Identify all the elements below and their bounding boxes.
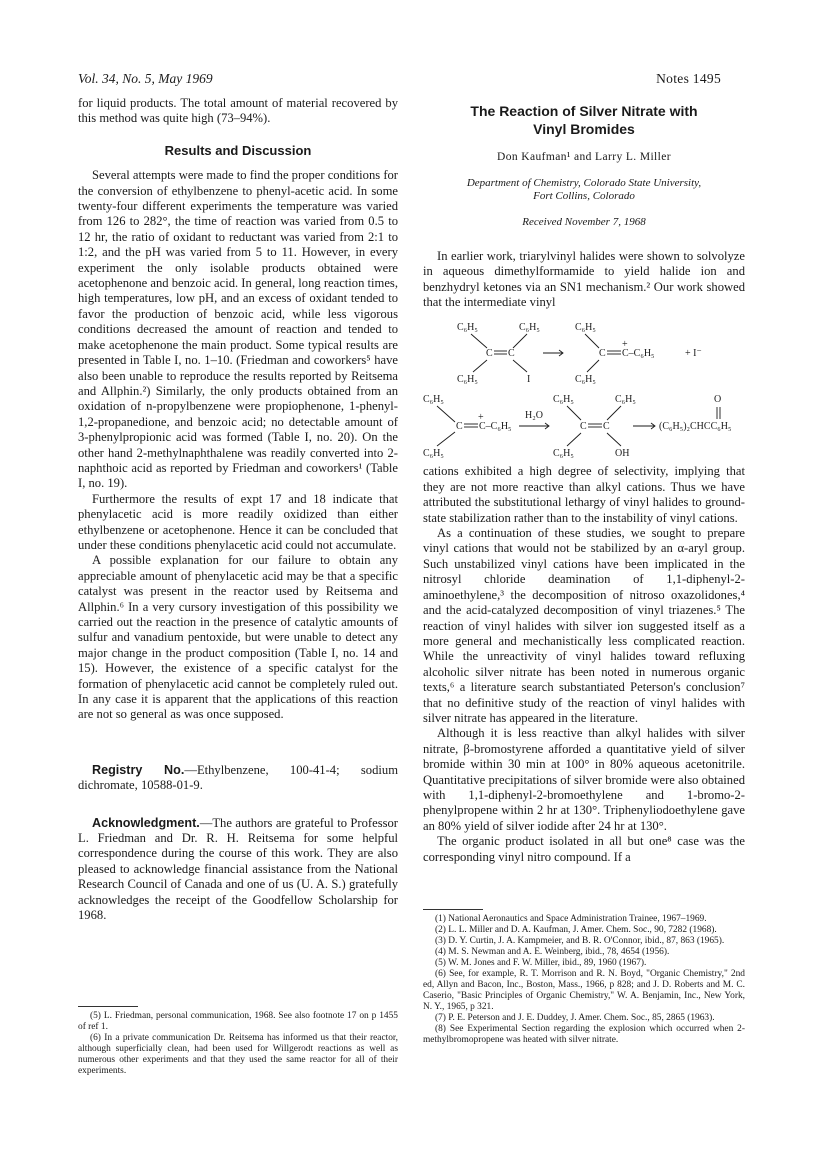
scheme-label: C <box>486 348 493 360</box>
scheme-label: + <box>622 339 628 351</box>
acknowledgment-text: —The authors are grateful to Professor L. Friedman and Dr. R. H. Reitsema for some helpful correspondence during the course of this work. They are also pleased to acknowledge financial assistance from the National Research Council of Canada and one of us (U. A. S.) gratefully acknowledges the receipt of the Goodfellow Scholarship for 1968. <box>78 815 398 923</box>
footnote: (2) L. L. Miller and D. A. Kaufman, J. Amer. Chem. Soc., 90, 7282 (1968). <box>435 925 717 935</box>
article-paragraph-1: In earlier work, triarylvinyl halides were shown to solvolyze in aqueous dimethylformamide to yield halide ion and benzhydryl ketones via an SN1 mechanism.² Our work showed that the intermediate vinyl <box>423 248 745 310</box>
acknowledgment-label: Acknowledgment. <box>92 815 200 830</box>
running-header-journal: Vol. 34, No. 5, May 1969 <box>78 71 213 86</box>
scheme-label: C <box>508 348 515 360</box>
footnote: (1) National Aeronautics and Space Administration Trainee, 1967–1969. <box>435 914 707 924</box>
running-header-page: Notes 1495 <box>656 71 721 86</box>
footnote: (8) See Experimental Section regarding the explosion which occurred when 2-methylbromopropene was heated with silver nitrate. <box>423 1024 745 1045</box>
footnote-rule <box>423 909 483 910</box>
scheme-label: C–C₆H₅ <box>622 348 655 360</box>
left-footnotes <box>78 998 398 1077</box>
results-paragraph-1: Several attempts were made to find the proper conditions for the conversion of ethylbenzene to phenyl-acetic acid. In some twenty-four different experiments the temperature was varied from 126 to 282°, the time of reaction was varied from 0.5 to 12 hr, the ratio of oxidant to reductant was varied from 2:1 to 1:2, and the pH was varied from 5 to 11. However, in every experiment the only isolable products obtained were acetophenone and benzoic acid. In general, long reaction times, high temperatures, low pH, and an excess of oxidant tended to favor the production of benzoic acid, while less vigorous conditions decreased the amount of reaction and tended to make acetophenone the main product. Some typical results are presented in Table I, no. 1–10. (Friedman and coworkers⁵ have also been unable to reproduce the results reported by Reitsema and Allphin.²) Similarly, the only products obtained from an oxidation of n-propylbenzene were propiophenone, 1-phenyl-1,2-propanedione, and benzoic acid; no detectable amount of 3-phenylpropionic acid was formed (Table I, no. 20). On the other hand 2-methylnaphthalene was readily converted into 2-naphthoic acid as reported by Friedman and coworkers¹ (Table I, no. 19). <box>78 168 399 491</box>
section-heading: Results and Discussion <box>164 142 312 158</box>
scheme-label: C₆H₅ <box>575 322 596 334</box>
footnote: (5) L. Friedman, personal communication, 1968. See also footnote 17 on p 1455 of ref 1. <box>78 1011 398 1032</box>
scheme-label: C–C₆H₅ <box>479 421 512 433</box>
scheme-label: OH <box>615 448 630 460</box>
article-authors: Don Kaufman¹ and Larry L. Miller <box>496 151 671 163</box>
right-column <box>423 96 745 865</box>
scheme-label: C₆H₅ <box>519 322 540 334</box>
reaction-scheme <box>423 318 745 460</box>
results-paragraph-2: Furthermore the results of expt 17 and 18 indicate that phenylacetic acid is more readily oxidized than either ethylbenzene or acetophenone. Hence it can be concluded that under these conditions phenylacetic acid could not accumulate. <box>78 491 398 552</box>
footnote: (3) D. Y. Curtin, J. A. Kampmeier, and B. R. O'Connor, ibid., 87, 863 (1965). <box>435 936 725 946</box>
scheme-label: C₆H₅ <box>615 394 636 406</box>
article-paragraph-3: As a continuation of these studies, we sought to prepare vinyl cations that would not be stabilized by an α-aryl group. Such unstabilized vinyl cations have been implicated in the nitrosyl chloride deamination of 1,1-diphenyl-2-aminoethylene,³ the decomposition of nitroso oxazolidones,⁴ and the acid-catalyzed decomposition of vinyl triazenes.⁵ The reaction of vinyl halides with silver ion suggested itself as a more general and mechanistically less complicated reaction. While the unreactivity of vinyl halides toward refluxing alcoholic silver nitrate has been noted in numerous organic texts,⁶ a literature search substantiated Peterson's conclusion⁷ that no definitive study of the reaction of vinyl halides with silver nitrate has appeared in the literature. <box>423 526 745 725</box>
scheme-label: + I⁻ <box>685 348 702 360</box>
registry-paragraph <box>78 763 398 794</box>
scheme-label: C <box>603 421 610 433</box>
scheme-label: C₆H₅ <box>553 448 574 460</box>
received-date: Received November 7, 1968 <box>522 216 646 229</box>
results-paragraph-3: A possible explanation for our failure to obtain any appreciable amount of phenylacetic acid may be that a specific catalyst was present in the reactor used by Reitsema and Allphin.⁶ In a very cursory investigation of this possibility we carried out the reaction in the presence of catalytic amounts of sulfur and vanadium pentoxide, but were unable to detect any major change in the product composition (Table I, no. 14 and 15). However, the existence of a specific catalyst for the formation of phenylacetic acid cannot be completely ruled out. In any case it is apparent that the applications of this reaction are not so general as was once supposed. <box>78 553 398 722</box>
scheme-label: (C₆H₅)₂CHCC₆H₅ <box>659 421 732 433</box>
right-footnotes <box>423 901 745 1046</box>
acknowledgment-paragraph <box>78 816 398 924</box>
footnote: (6) In a private communication Dr. Reitsema has informed us that their reactor, although superficially clean, had been used for Willgerodt reactions as well as numerous other experiments and that they used the same reactor for all of their experiments. <box>78 1033 398 1076</box>
scheme-label: C <box>456 421 463 433</box>
scheme-label: C₆H₅ <box>553 394 574 406</box>
article-paragraph-4: Although it is less reactive than alkyl halides with silver nitrate, β-bromostyrene afforded a quantitative yield of silver bromide within 30 min at 100° in 80% aqueous acetonitrile. Quantitative precipitations of silver bromide were also obtained with 1,1-diphenyl-2-bromoethylene and 1-bromo-2-phenylpropene within 2 hr at 130°. Triphenyliodoethylene gave an 80% yield of silver iodide after 24 hr at 130°. <box>423 726 745 833</box>
footnote: (5) W. M. Jones and F. W. Miller, ibid., 89, 1960 (1967). <box>435 958 647 968</box>
intro-paragraph: for liquid products. The total amount of material recovered by this method was quite high (73–94%). <box>78 96 398 126</box>
footnote-rule <box>78 1006 138 1007</box>
scheme-label: C₆H₅ <box>575 374 596 386</box>
scheme-label: C₆H₅ <box>423 448 444 460</box>
scheme-label: C₆H₅ <box>457 322 478 334</box>
scheme-label: I <box>527 374 531 386</box>
scheme-label: C <box>599 348 606 360</box>
registry-label: Registry No. <box>92 762 185 777</box>
left-column <box>78 96 398 924</box>
article-affiliation: Department of Chemistry, Colorado State University, Fort Collins, Colorado <box>466 177 702 203</box>
scheme-label: C₆H₅ <box>457 374 478 386</box>
article-paragraph-2: cations exhibited a high degree of selectivity, implying that they are not more reactive than alkyl cations. Thus we have attributed the substitutional lethargy of vinyl halides to ground-state stabilization rather than to the instability of vinyl cations. <box>423 464 745 525</box>
registry-text: —Ethylbenzene, 100-41-4; sodium dichromate, 10588-01-9. <box>78 762 398 793</box>
footnote: (6) See, for example, R. T. Morrison and R. N. Boyd, "Organic Chemistry," 2nd ed, Allyn and Bacon, Inc., Boston, Mass., 1966, p 828; and J. D. Roberts and M. C. Caserio, "Basic Principles of Organic Chemistry," W. A. Benjamin, Inc., New York, N. Y., 1965, p 321. <box>423 969 745 1012</box>
article-title: The Reaction of Silver Nitrate with Vinyl Bromides <box>470 103 698 137</box>
scheme-label: H₂O <box>525 410 543 422</box>
article-paragraph-5: The organic product isolated in all but one⁸ case was the corresponding vinyl nitro compound. If a <box>423 834 745 864</box>
footnote: (4) M. S. Newman and A. E. Weinberg, ibid., 78, 4654 (1956). <box>435 947 670 957</box>
footnote: (7) P. E. Peterson and J. E. Duddey, J. Amer. Chem. Soc., 85, 2865 (1963). <box>435 1013 715 1023</box>
scheme-label: C₆H₅ <box>423 394 444 406</box>
scheme-label: C <box>580 421 587 433</box>
scheme-label: + <box>478 412 484 424</box>
scheme-label: O <box>714 394 722 406</box>
